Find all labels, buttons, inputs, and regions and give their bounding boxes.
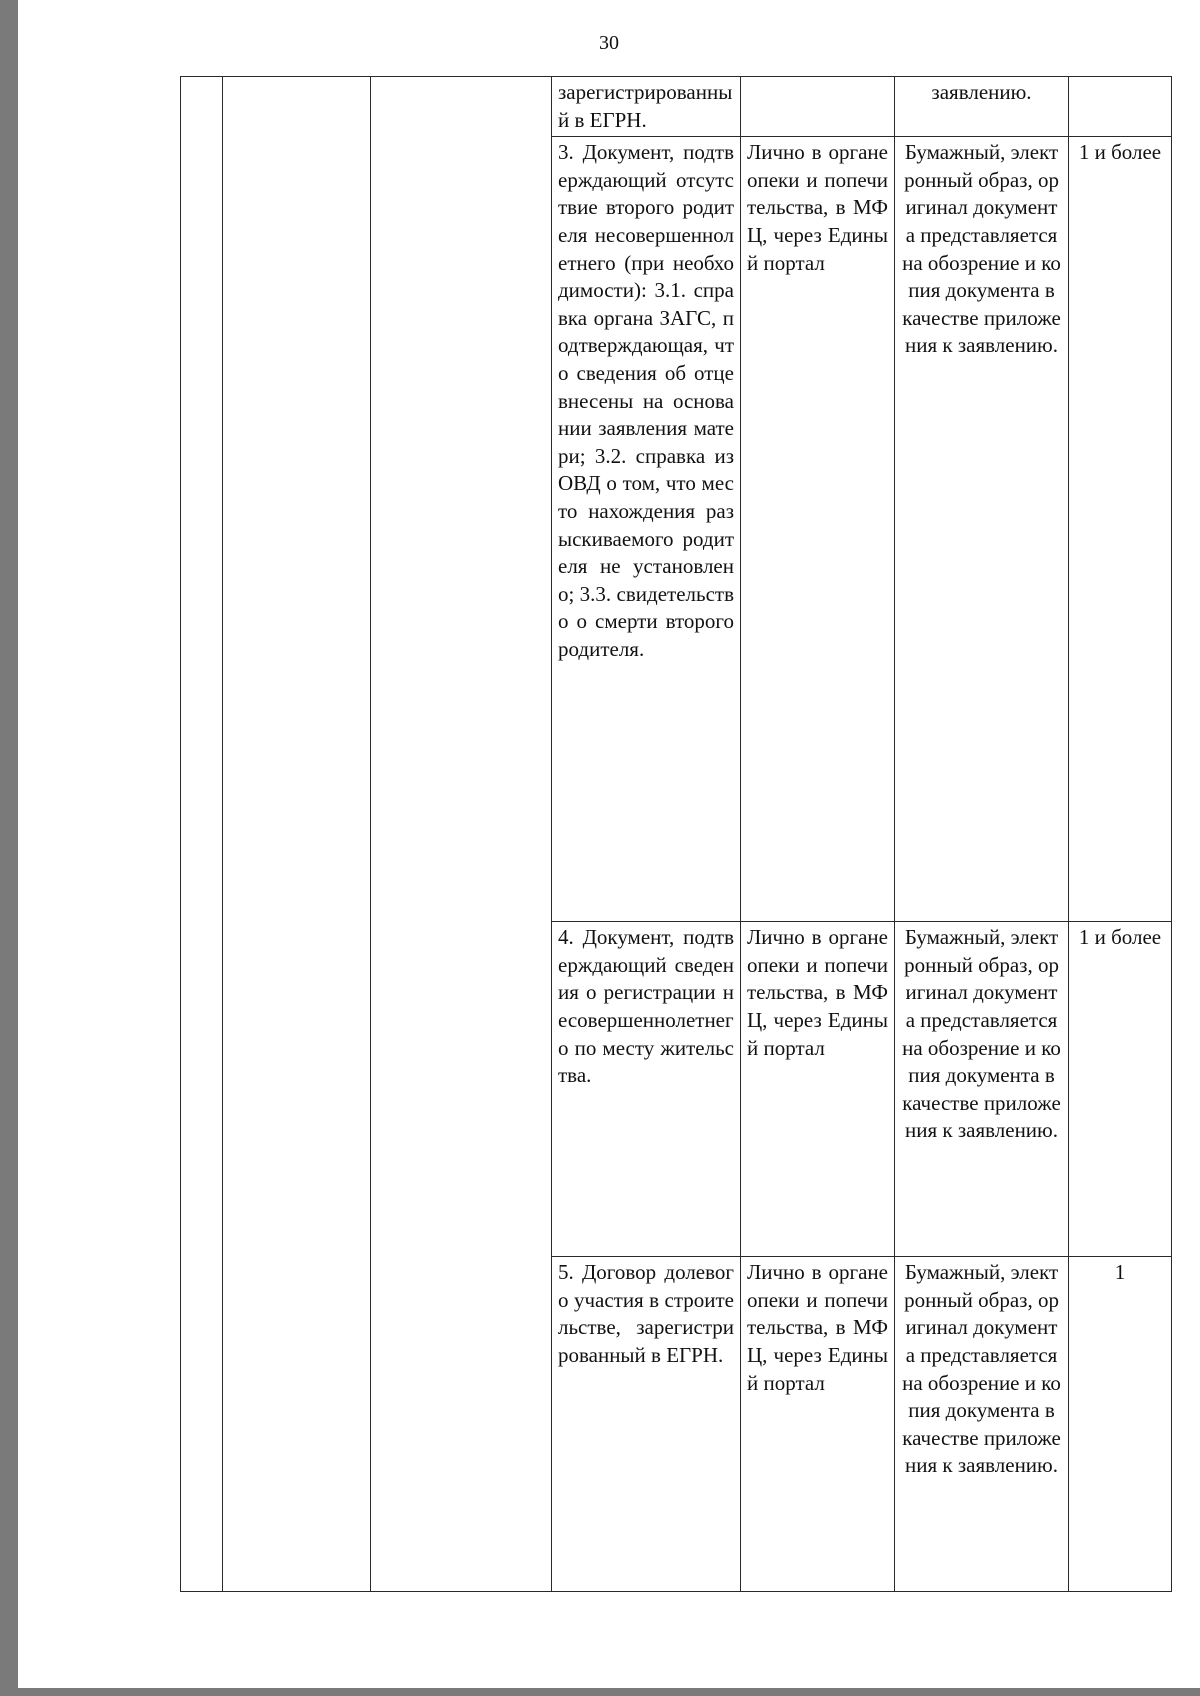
document-form-cell: Бумажный, электронный образ, оригинал документа представляется на обозрение и копия документа в качестве приложения к заявлению.: [895, 137, 1069, 922]
document-page: [18, 0, 1200, 1688]
document-form-cell: заявлению.: [895, 77, 1069, 137]
quantity-cell: 1 и более: [1069, 922, 1172, 1257]
submission-method-cell: Лично в органе опеки и попечительства, в МФЦ, через Единый портал: [741, 1257, 895, 1592]
document-cell: 4. Документ, подтверждающий сведения о регистрации несовершеннолетнего по месту жительства.: [552, 922, 741, 1257]
number-column-cell: [181, 77, 223, 1592]
quantity-cell: 1: [1069, 1257, 1172, 1592]
quantity-cell: 1 и более: [1069, 137, 1172, 922]
submission-method-cell: Лично в органе опеки и попечительства, в МФЦ, через Единый портал: [741, 137, 895, 922]
submission-method-cell: Лично в органе опеки и попечительства, в МФЦ, через Единый портал: [741, 922, 895, 1257]
documents-table: [180, 76, 1172, 1592]
document-form-cell: Бумажный, электронный образ, оригинал документа представляется на обозрение и копия документа в качестве приложения к заявлению.: [895, 1257, 1069, 1592]
submission-method-cell: [741, 77, 895, 137]
document-cell: 3. Документ, подтверждающий отсутствие второго родителя несовершеннолетнего (при необходимости): 3.1. справка органа ЗАГС, подтверждающая, что сведения об отце внесены на основании заявления матери; 3.2. справка из ОВД о том, что место нахождения разыскиваемого родителя не установлено; 3.3. свидетельство о смерти второго родителя.: [552, 137, 741, 922]
applicant-category-column-cell: [371, 77, 552, 1592]
page-number: 30: [599, 32, 619, 54]
quantity-cell: [1069, 77, 1172, 137]
service-name-column-cell: [223, 77, 371, 1592]
document-cell: зарегистрированный в ЕГРН.: [552, 77, 741, 137]
document-form-cell: Бумажный, электронный образ, оригинал документа представляется на обозрение и копия документа в качестве приложения к заявлению.: [895, 922, 1069, 1257]
document-cell: 5. Договор долевого участия в строительстве, зарегистрированный в ЕГРН.: [552, 1257, 741, 1592]
table-row: [181, 77, 1172, 137]
